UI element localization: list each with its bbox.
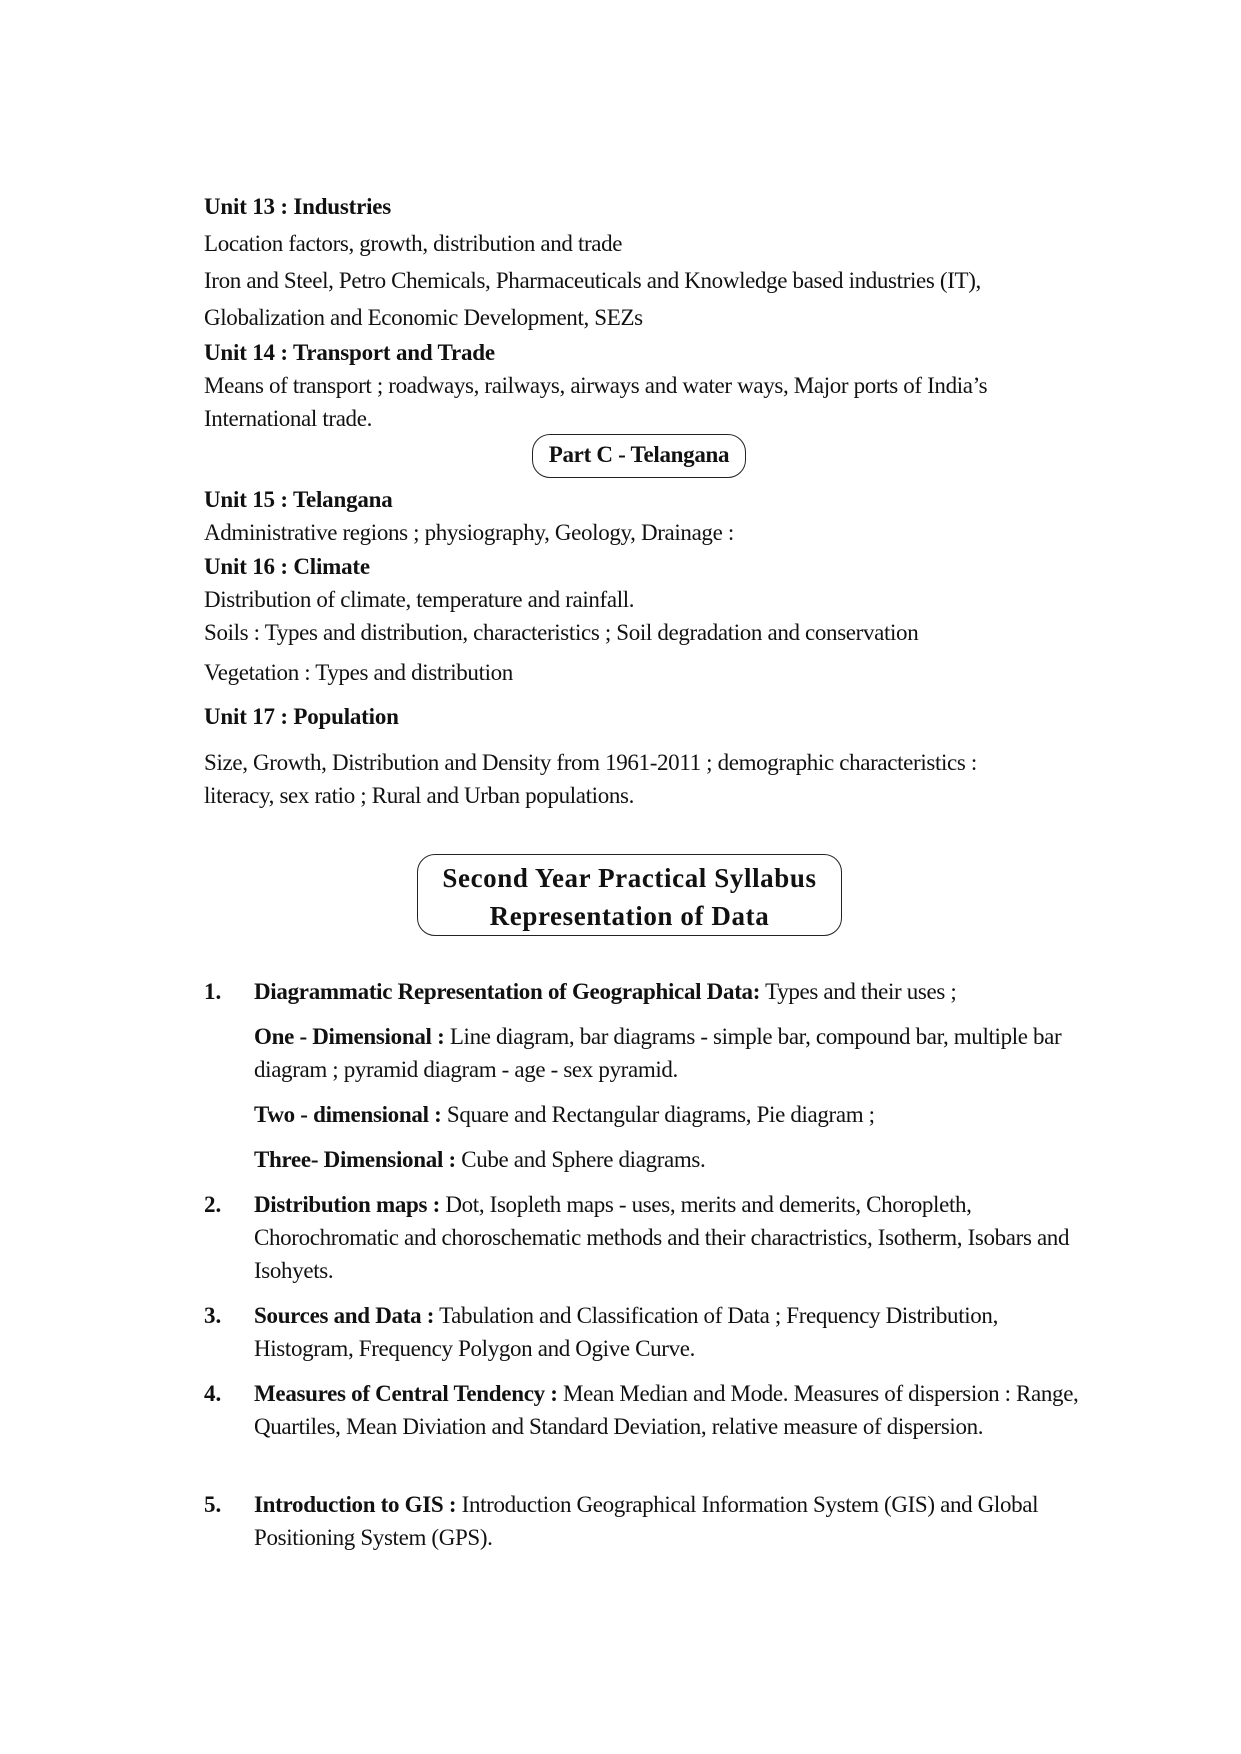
item-3-number: 3. [204,1303,222,1328]
item-1-sub-2 [254,1098,1084,1131]
item-1-sub-1 [254,1020,1084,1086]
unit-16-heading: Unit 16 : Climate [204,554,370,579]
practical-title: Second Year Practical Syllabus [442,863,817,893]
unit-16-line-3: Vegetation : Types and distribution [204,660,513,685]
item-1-sub-3-text: Cube and Sphere diagrams. [455,1147,706,1172]
item-1-sub-1-label: One - Dimensional : [254,1024,445,1049]
item-4-number: 4. [204,1381,222,1406]
unit-14-line-1: Means of transport ; roadways, railways, airways and water ways, Major ports of India’s [204,373,988,398]
unit-14-heading: Unit 14 : Transport and Trade [204,340,495,365]
item-5-number: 5. [204,1492,222,1517]
practical-title-box [417,854,842,936]
item-4-text: Mean Median and Mode. Measures of dispersion : Range, Quartiles, Mean Diviation and Standard Deviation, relative measure of dispersion. [254,1381,1079,1439]
unit-15-heading: Unit 15 : Telangana [204,487,393,512]
unit-17-heading: Unit 17 : Population [204,704,399,729]
unit-16-line-2: Soils : Types and distribution, characteristics ; Soil degradation and conservation [204,620,919,645]
unit-13-heading: Unit 13 : Industries [204,194,392,219]
item-5-label: Introduction to GIS : [254,1492,457,1517]
unit-15-line-1: Administrative regions ; physiography, Geology, Drainage : [204,520,734,545]
item-5-text: Introduction Geographical Information System (GIS) and Global Positioning System (GPS). [254,1492,1039,1550]
unit-13-line-1: Location factors, growth, distribution and trade [204,231,623,256]
item-2-number: 2. [204,1192,222,1217]
unit-14-line-2: International trade. [204,406,372,431]
part-c-label: Part C - Telangana [532,434,746,478]
unit-16-line-1: Distribution of climate, temperature and rainfall. [204,587,635,612]
item-2 [254,1188,1084,1287]
unit-13-line-3: Globalization and Economic Development, SEZs [204,305,643,330]
item-4-label: Measures of Central Tendency : [254,1381,558,1406]
item-1-text: Types and their uses ; [760,979,957,1004]
item-1-sub-3 [254,1143,1084,1176]
unit-17-line-1: Size, Growth, Distribution and Density from 1961-2011 ; demographic characteristics : [204,750,977,775]
item-1-sub-2-label: Two - dimensional : [254,1102,442,1127]
item-1-sub-3-label: Three- Dimensional : [254,1147,456,1172]
item-3-label: Sources and Data : [254,1303,435,1328]
item-5 [254,1488,1084,1554]
item-2-label: Distribution maps : [254,1192,440,1217]
unit-17-line-2: literacy, sex ratio ; Rural and Urban populations. [204,783,635,808]
item-1-sub-2-text: Square and Rectangular diagrams, Pie diagram ; [441,1102,875,1127]
item-1 [254,975,1084,1008]
item-1-label: Diagrammatic Representation of Geographical Data: [254,979,761,1004]
item-3 [254,1299,1084,1365]
item-3-text: Tabulation and Classification of Data ; Frequency Distribution, Histogram, Frequency Polygon and Ogive Curve. [254,1303,998,1361]
unit-13-line-2: Iron and Steel, Petro Chemicals, Pharmaceuticals and Knowledge based industries (IT), [204,268,981,293]
practical-subtitle: Representation of Data [489,901,770,931]
item-4 [254,1377,1084,1443]
item-1-number: 1. [204,979,222,1004]
item-1-sub-1-text: Line diagram, bar diagrams - simple bar, compound bar, multiple bar diagram ; pyramid diagram - age - sex pyramid. [254,1024,1062,1082]
item-2-text: Dot, Isopleth maps - uses, merits and demerits, Choropleth, Chorochromatic and choroschematic methods and their charactristics, Isotherm, Isobars and Isohyets. [254,1192,1070,1283]
